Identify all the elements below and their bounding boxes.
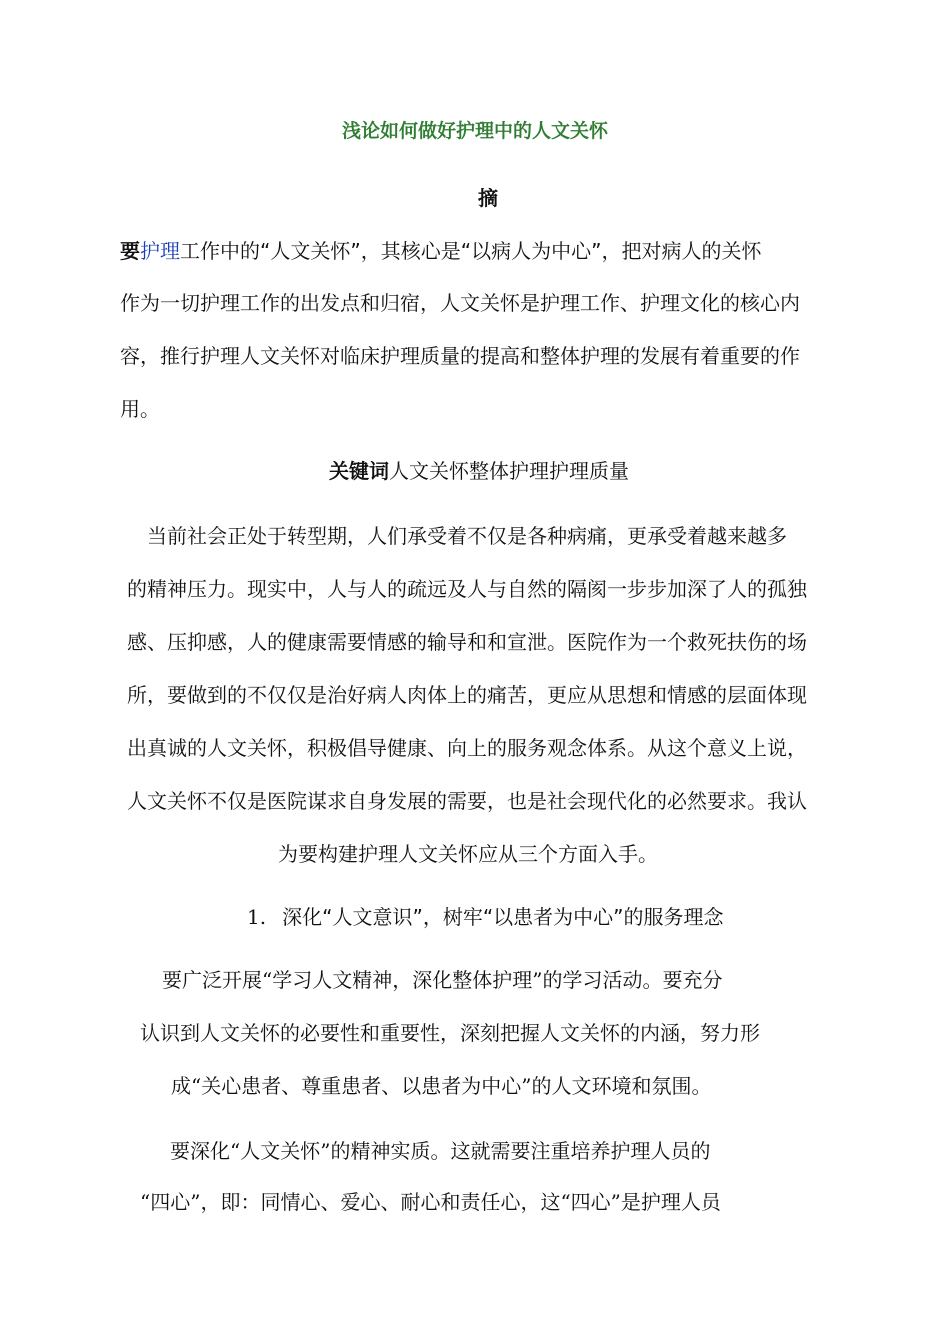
nursing-link[interactable]: 护理 (140, 239, 180, 263)
intro-line-4: 所，要做到的不仅仅是治好病人肉体上的痛苦，更应从思想和情感的层面体现 (127, 683, 807, 707)
intro-line-6: 人文关怀不仅是医院谋求自身发展的需要，也是社会现代化的必然要求。我认 (127, 789, 807, 813)
document-title: 浅论如何做好护理中的人文关怀 (341, 120, 608, 142)
section-1-title: 深化“人文意识”，树牢“以患者为中心”的服务理念 (282, 905, 724, 929)
abstract-line-2: 作为一切护理工作的出发点和归宿，人文关怀是护理工作、护理文化的核心内 (120, 291, 800, 315)
para1-line-3: 成“关心患者、尊重患者、以患者为中心”的人文环境和氛围。 (171, 1074, 712, 1098)
section-1-number: 1. (247, 905, 267, 929)
intro-line-2: 的精神压力。现实中，人与人的疏远及人与自然的隔阂一步步加深了人的孤独 (127, 577, 807, 601)
keywords-text: 人文关怀整体护理护理质量 (389, 459, 629, 483)
section-1-heading (247, 903, 724, 931)
abstract-line-4: 用。 (120, 397, 160, 421)
abstract-line-3: 容，推行护理人文关怀对临床护理质量的提高和整体护理的发展有着重要的作 (120, 344, 800, 368)
intro-line-1: 当前社会正处于转型期，人们承受着不仅是各种病痛，更承受着越来越多 (147, 524, 787, 548)
abstract-line-1 (120, 237, 761, 265)
para1-line-2: 认识到人文关怀的必要性和重要性，深刻把握人文关怀的内涵，努力形 (140, 1021, 760, 1045)
abstract-heading: 摘 (478, 186, 498, 210)
abstract-first-char: 要 (120, 239, 140, 263)
intro-line-7: 为要构建护理人文关怀应从三个方面入手。 (278, 842, 658, 866)
para2-line-2: “四心”，即：同情心、爱心、耐心和责任心，这“四心”是护理人员 (140, 1190, 721, 1214)
abstract-line-1-text: 工作中的“人文关怀”，其核心是“以病人为中心”，把对病人的关怀 (180, 239, 762, 263)
para2-line-1: 要深化“人文关怀”的精神实质。这就需要注重培养护理人员的 (170, 1139, 711, 1163)
intro-line-3: 感、压抑感，人的健康需要情感的输导和和宣泄。医院作为一个救死扶伤的场 (127, 630, 807, 654)
keywords-label: 关键词 (329, 459, 389, 483)
intro-line-5: 出真诚的人文关怀，积极倡导健康、向上的服务观念体系。从这个意义上说， (127, 736, 807, 760)
para1-line-1: 要广泛开展“学习人文精神，深化整体护理”的学习活动。要充分 (162, 968, 723, 992)
keywords-line (0, 457, 950, 485)
